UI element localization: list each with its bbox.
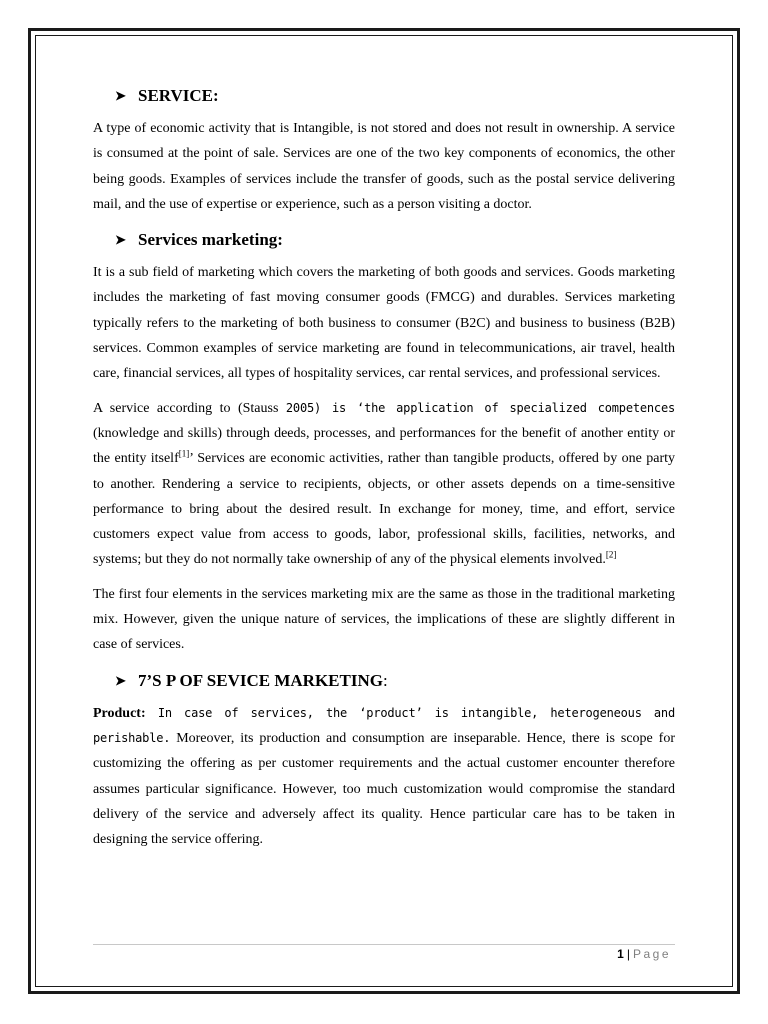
page-label: Page [632,947,671,961]
text-run-quoted: In case of services, the ‘product’ is intangible, heterogeneous and perishable. [93,705,675,745]
paragraph-service-definition: A type of economic activity that is Intangible, is not stored and does not result in ownership. A service is consumed at the point of sale. Services are one of the two key components of economics, the other being goods. Examples of services include the transfer of goods, such as the postal service delivering mail, and the use of expertise or experience, such as a person visiting a doctor. [93,121,675,212]
reference-link-2[interactable]: [2] [605,549,617,560]
text-run: (knowledge and skills) through deeds, processes, and performances for the benefit of another entity or the entity itself [93,425,675,467]
paragraph-product [93,701,675,853]
footer-divider [93,944,675,945]
reference-link-1[interactable]: [1] [178,448,190,459]
section-heading-seven-ps [93,667,675,695]
arrow-bullet-icon: ➤ [115,88,126,103]
text-run: A service according to (Stauss [93,400,286,416]
product-label: Product: [93,705,146,721]
text-run-quoted: 2005) is ‘the application of specialized competences [285,400,676,415]
footer-separator: | [626,947,630,961]
heading-text: 7’S P OF SEVICE MARKETING [138,670,383,690]
section-heading-services-marketing [93,226,675,254]
arrow-bullet-icon: ➤ [115,672,126,688]
heading-colon: : [382,670,388,690]
paragraph-service-according-to-stauss [93,396,675,573]
paragraph-services-marketing-intro: It is a sub field of marketing which covers the marketing of both goods and services. Goods marketing includes the marketing of fast moving consumer goods (FMCG) and durables. Services marketing typically refers to the marketing of both business to consumer (B2C) and business to business (B2B) services. Common examples of service marketing are found in telecommunications, air travel, health care, financial services, all types of hospitality services, car rental services, and professional services. [93,265,675,382]
section-heading-service [93,82,675,110]
text-run: ’ Services are economic activities, rather than tangible products, offered by one party to another. Rendering a service to recipients, objects, or other assets depends on a time-sensitive performance to bring about the desired result. In exchange for money, time, and effort, service customers expect value from access to goods, labor, professional skills, facilities, networks, and systems; but they do not normally take ownership of any of the physical elements involved. [93,451,676,568]
paragraph-marketing-mix: The first four elements in the services marketing mix are the same as those in the traditional marketing mix. However, given the unique nature of services, the implications of these are slightly different in case of services. [93,586,675,653]
arrow-bullet-icon: ➤ [115,232,126,248]
text-run: Moreover, its production and consumption are inseparable. Hence, there is scope for customizing the offering as per customer requirements and the actual customer encounter therefore assumes particular significance. However, too much customization would compromise the standard delivery of the service and adversely affect its quality. Hence particular care has to be taken in designing the service offering. [93,730,675,848]
page-number: 1 [617,947,624,961]
heading-text: Services marketing: [138,230,283,250]
page-footer [617,947,671,961]
heading-text: SERVICE: [138,86,219,105]
page-content [93,82,675,861]
